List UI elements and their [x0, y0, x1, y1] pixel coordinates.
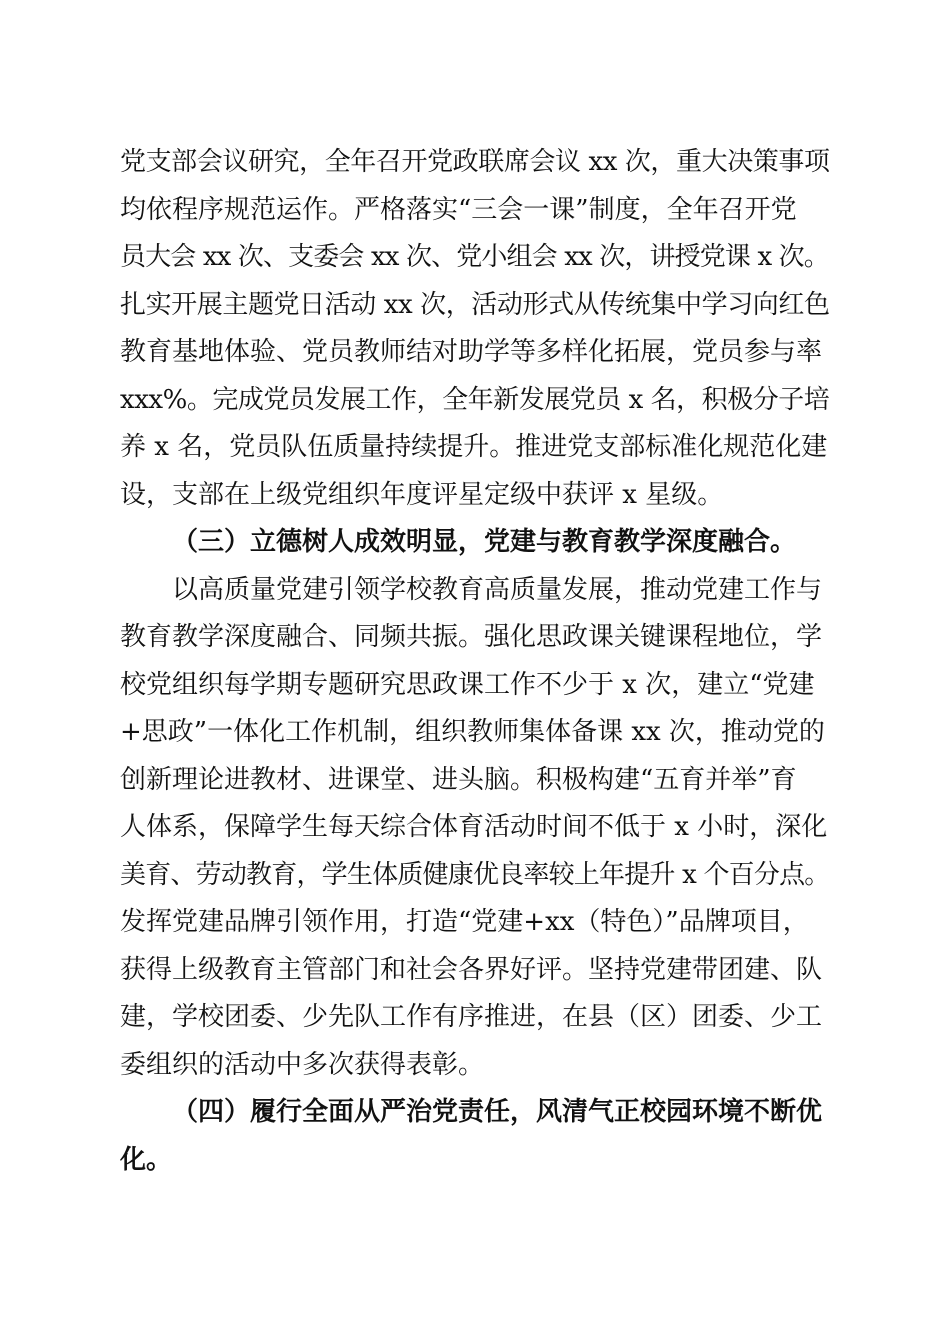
text-line: xxx%。完成党员发展工作，全年新发展党员 x 名，积极分子培 [120, 385, 830, 415]
text-line: 扎实开展主题党日活动 xx 次，活动形式从传统集中学习向红色 [120, 290, 830, 320]
text-line: 设，支部在上级党组织年度评星定级中获评 x 星级。 [120, 480, 724, 510]
text-line: 创新理论进教材、进课堂、进头脑。积极构建“五育并举”育 [120, 765, 797, 795]
text-line: 人体系，保障学生每天综合体育活动时间不低于 x 小时，深化 [120, 812, 828, 842]
text-line: 以高质量党建引领学校教育高质量发展，推动党建工作与 [172, 575, 823, 605]
text-line: 获得上级教育主管部门和社会各界好评。坚持党建带团建、队 [120, 955, 823, 985]
text-line: 均依程序规范运作。严格落实“三会一课”制度，全年召开党 [120, 195, 797, 225]
text-line: 校党组织每学期专题研究思政课工作不少于 x 次，建立“党建 [120, 670, 815, 700]
text-line: 党支部会议研究，全年召开党政联席会议 xx 次，重大决策事项 [120, 147, 830, 177]
text-line: 美育、劳动教育，学生体质健康优良率较上年提升 x 个百分点。 [120, 860, 830, 890]
text-line: 教育教学深度融合、同频共振。强化思政课关键课程地位，学 [120, 622, 823, 652]
text-line: +思政”一体化工作机制，组织教师集体备课 xx 次，推动党的 [120, 717, 825, 747]
heading-line: （四）履行全面从严治党责任，风清气正校园环境不断优 [172, 1097, 823, 1127]
text-line: 建，学校团委、少先队工作有序推进，在县（区）团委、少工 [120, 1002, 823, 1032]
heading-line: 化。 [120, 1145, 173, 1175]
text-line: 养 x 名，党员队伍质量持续提升。推进党支部标准化规范化建 [120, 432, 828, 462]
text-line: 委组织的活动中多次获得表彰。 [120, 1050, 485, 1080]
text-line: 教育基地体验、党员教师结对助学等多样化拓展，党员参与率 [120, 337, 823, 367]
text-line: 员大会 xx 次、支委会 xx 次、党小组会 xx 次，讲授党课 x 次。 [120, 242, 829, 272]
text-line: 发挥党建品牌引领作用，打造“党建+xx（特色）”品牌项目， [120, 907, 809, 937]
heading-line: （三）立德树人成效明显，党建与教育教学深度融合。 [172, 527, 797, 557]
